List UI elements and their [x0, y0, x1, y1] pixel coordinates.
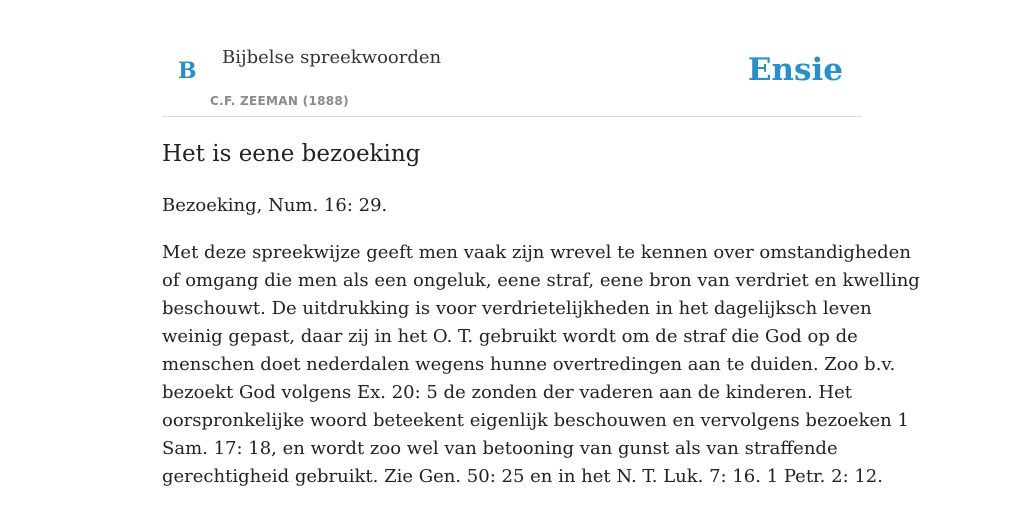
book-letter-icon: B — [178, 58, 197, 84]
body-line: Sam. 17: 18, en wordt zoo wel van betooning van gunst als van straffende — [162, 438, 838, 459]
entry-body — [162, 239, 920, 491]
book-header — [162, 0, 862, 117]
body-line: gerechtigheid gebruikt. Zie Gen. 50: 25 en in het N. T. Luk. 7: 16. 1 Petr. 2: 12. — [162, 466, 883, 487]
body-line: oorspronkelijke woord beteekent eigenlijk beschouwen en vervolgens bezoeken 1 — [162, 410, 909, 431]
entry-reference: Bezoeking, Num. 16: 29. — [162, 195, 388, 216]
body-line: menschen doet nederdalen wegens hunne overtredingen aan te duiden. Zoo b.v. — [162, 354, 896, 375]
book-title-link[interactable]: Bijbelse spreekwoorden — [222, 47, 442, 68]
book-author: C.F. ZEEMAN (1888) — [210, 94, 349, 108]
body-line: weinig gepast, daar zij in het O. T. gebruikt wordt om de straf die God op de — [162, 326, 858, 347]
body-line: bezoekt God volgens Ex. 20: 5 de zonden der vaderen aan de kinderen. Het — [162, 382, 852, 403]
body-line: beschouwt. De uitdrukking is voor verdrietelijkheden in het dagelijksch leven — [162, 298, 872, 319]
brand-logo[interactable]: Ensie — [747, 52, 843, 88]
body-line: of omgang die men als een ongeluk, eene straf, eene bron van verdriet en kwelling — [162, 270, 920, 291]
body-line: Met deze spreekwijze geeft men vaak zijn wrevel te kennen over omstandigheden — [162, 242, 911, 263]
entry-title: Het is eene bezoeking — [162, 141, 421, 167]
